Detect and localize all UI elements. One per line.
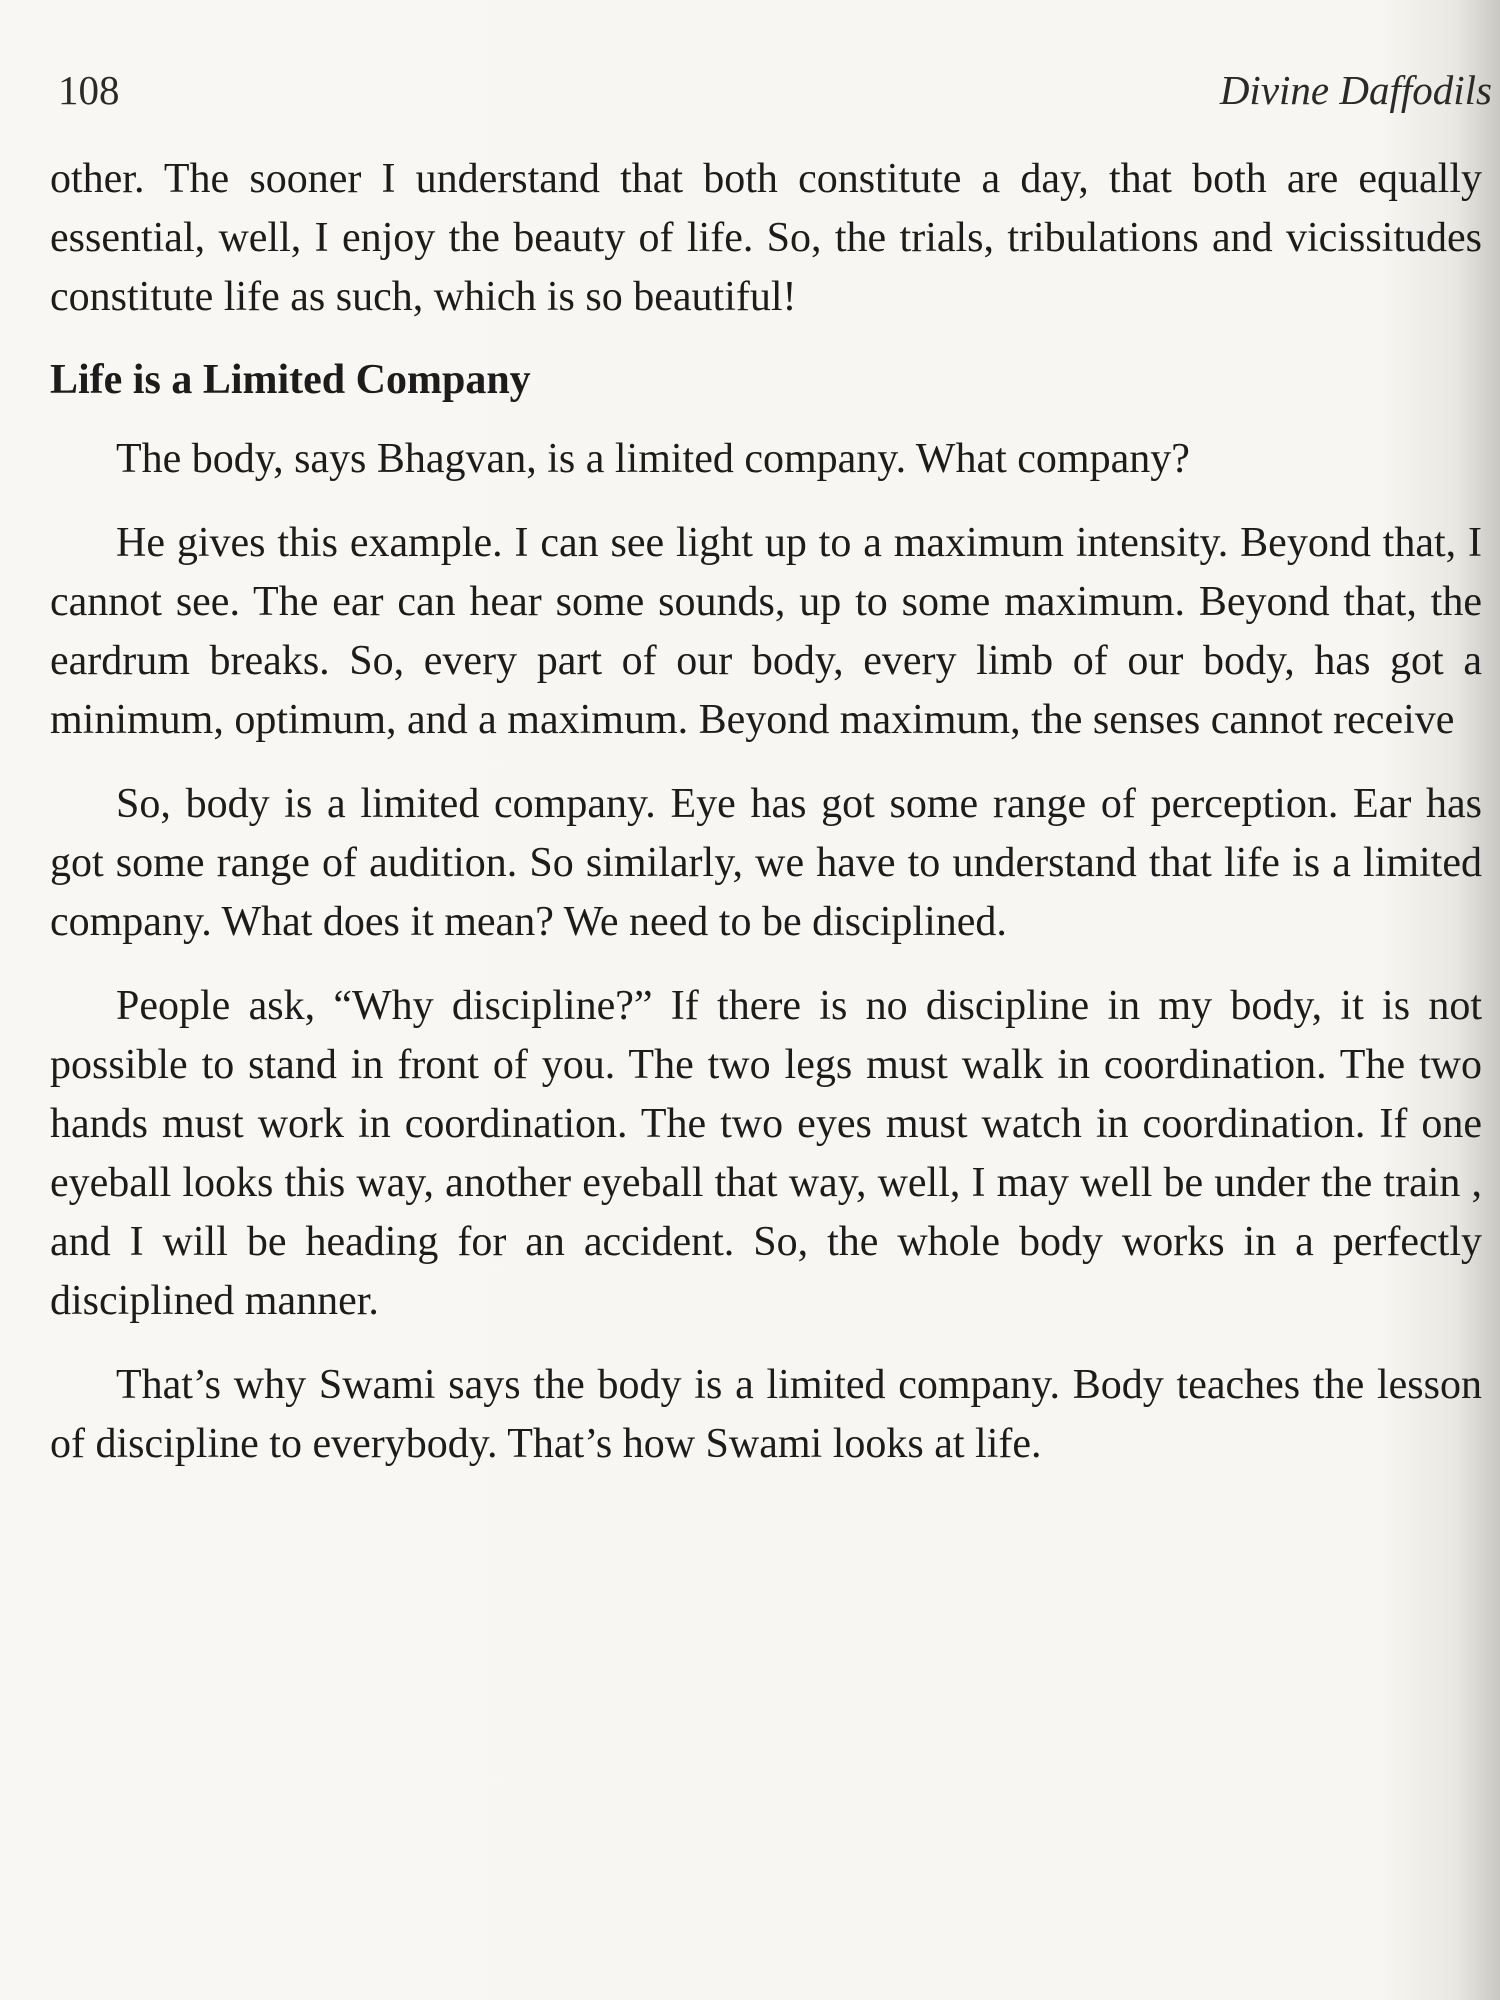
continued-paragraph: other. The sooner I understand that both constitute a day, that both are equally essential, well, I enjoy the beauty of life. So, the trials, tribulations and vicissitudes constitute life as such, which is so beautiful! [50, 156, 1482, 320]
paragraph-range: So, body is a limited company. Eye has got some range of perception. Ear has got some range of audition. So similarly, we have to understand that life is a limited company. What does it mean? We need to be disciplined. [50, 781, 1482, 945]
paragraph-limited-company: The body, says Bhagvan, is a limited company. What company? [116, 436, 1190, 482]
page-number: 108 [58, 67, 120, 113]
paragraph-swami: That’s why Swami says the body is a limited company. Body teaches the lesson of discipline to everybody. That’s how Swami looks at life. [50, 1362, 1482, 1467]
paragraph-example: He gives this example. I can see light up to a maximum intensity. Beyond that, I cannot see. The ear can hear some sounds, up to some maximum. Beyond that, the eardrum breaks. So, every part of our body, every limb of our body, has got a minimum, optimum, and a maximum. Beyond maximum, the senses cannot receive [50, 520, 1482, 743]
book-title: Divine Daffodils [1219, 67, 1492, 113]
section-heading: Life is a Limited Company [50, 357, 531, 403]
page-body [50, 150, 1482, 1474]
running-header [58, 66, 1492, 116]
paragraph-discipline: People ask, “Why discipline?” If there is no discipline in my body, it is not possible to stand in front of you. The two legs must walk in coordination. The two hands must work in coordination. The two eyes must watch in coordination. If one eyeball looks this way, another eyeball that way, well, I may well be under the train , and I will be heading for an accident. So, the whole body works in a perfectly disciplined manner. [50, 983, 1482, 1324]
